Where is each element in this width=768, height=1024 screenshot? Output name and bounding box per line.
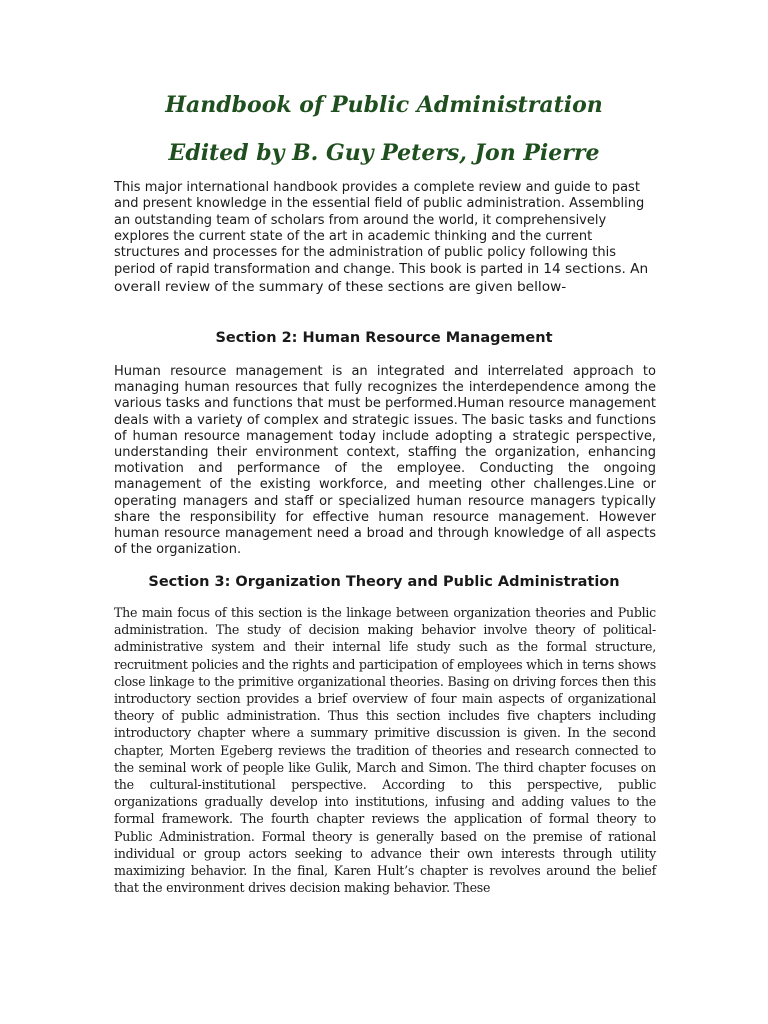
section-2-body: Human resource management is an integrated and interrelated approach to managing human resources that fully recognizes the interdependence among the various tasks and functions that must be performed.Human resource management deals with a variety of complex and strategic issues. The basic tasks and functions of human resource management today include adopting a strategic perspective, understanding their environment context, staffing the organization, enhancing motivation and performance of the employee. Conducting the ongoing management of the existing workforce, and meeting other challenges.Line or operating managers and staff or specialized human resource managers typically share the responsibility for effective human resource management. However human resource management need a broad and through knowledge of all aspects of the organization. <box>114 364 656 558</box>
intro-text: This major international handbook provides a complete review and guide to past and present knowledge in the essential field of public administration. Assembling an outstanding team of scholars from around the world, it comprehensively explores the current state of the art in academic thinking and the current structures and processes for the administration of public policy following this period of rapid transformation and change. This book is parted in <box>114 180 645 278</box>
section-3-body: The main focus of this section is the linkage between organization theories and Public administration. The study of decision making behavior involve theory of political-administrative system and their internal life study such as the formal structure, recruitment policies and the rights and participation of employees which in terns shows close linkage to the primitive organizational theories. Basing on driving forces then this introductory section provides a brief overview of four main aspects of organizational theory of public administration. Thus this section includes five chapters including introductory chapter where a summary primitive discussion is given. In the second chapter, Morten Egeberg reviews the tradition of theories and research connected to the seminal work of people like Gulik, March and Simon. The third chapter focuses on the cultural-institutional perspective. According to this perspective, public organizations gradually develop into institutions, infusing and adding values to the formal framework. The fourth chapter reviews the application of formal theory to Public Administration. Formal theory is generally based on the premise of rational individual or group actors seeking to advance their own interests through utility maximizing behavior. In the final, Karen Hult’s chapter is revolves around the belief that the environment drives decision making behavior. These <box>114 605 656 896</box>
intro-text-end: 14 sections. An overall review of the summary of these sections are given bellow- <box>114 261 649 295</box>
section-3-heading: Section 3: Organization Theory and Public Administration <box>148 574 620 590</box>
section-2-heading: Section 2: Human Resource Management <box>215 330 553 346</box>
book-title: Handbook of Public Administration <box>165 92 603 118</box>
book-editors: Edited by B. Guy Peters, Jon Pierre <box>168 140 600 166</box>
intro-paragraph <box>114 180 659 296</box>
